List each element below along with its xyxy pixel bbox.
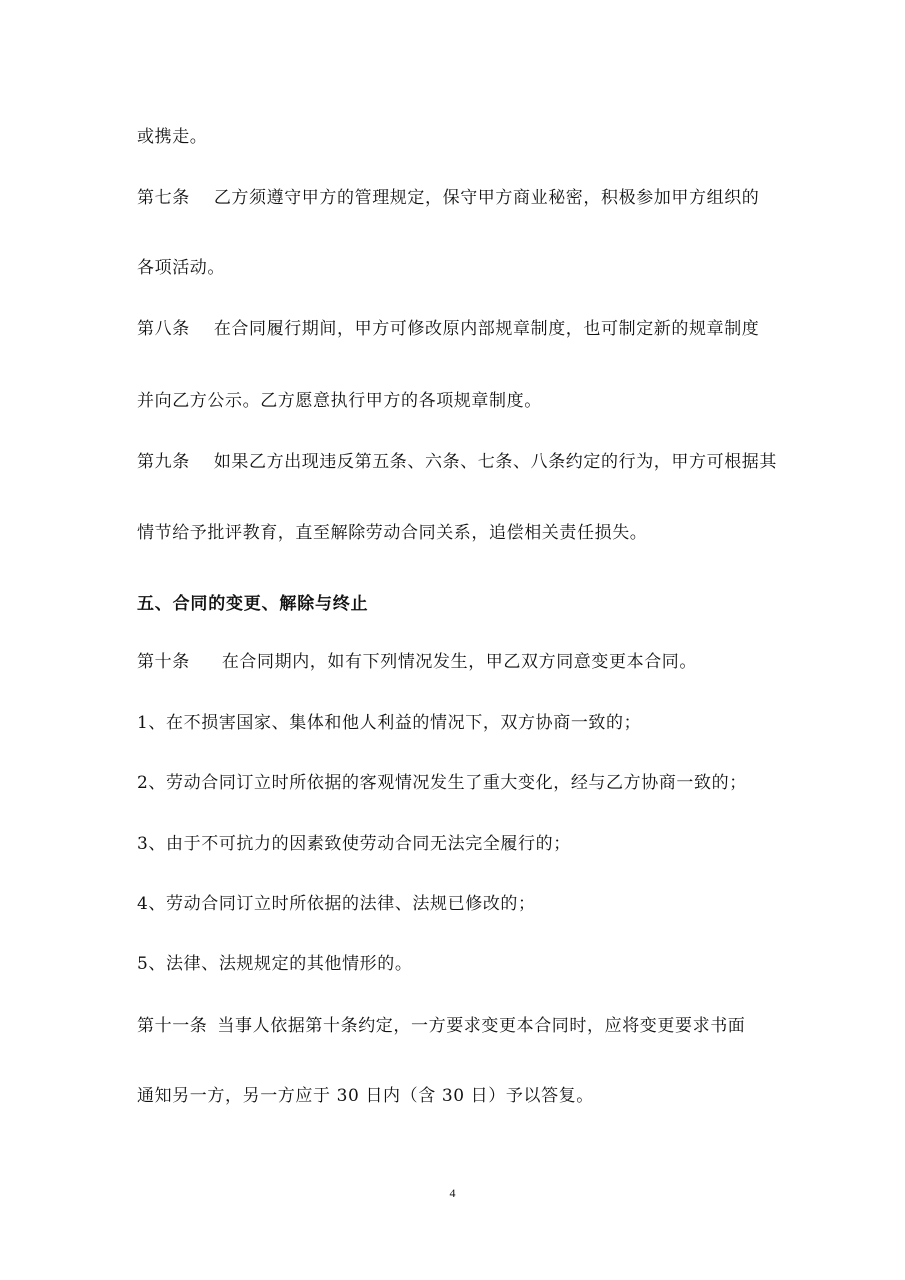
paragraph-text: 或携走。 — [137, 127, 208, 147]
text-line — [137, 1085, 594, 1107]
section-heading — [137, 593, 368, 615]
text-line — [137, 522, 647, 544]
article-text: 如果乙方出现违反第五条、六条、七条、八条约定的行为，甲方可根据其 — [213, 452, 778, 472]
text-line — [137, 126, 207, 148]
article-11-line — [137, 1015, 745, 1037]
article-text: 在合同履行期间，甲方可修改原内部规章制度，也可制定新的规章制度 — [213, 319, 760, 339]
article-10-line — [137, 651, 697, 673]
list-item-text: 5、法律、法规规定的其他情形的。 — [137, 954, 413, 974]
paragraph-text: 情节给予批评教育，直至解除劳动合同关系，追偿相关责任损失。 — [137, 523, 648, 543]
list-item — [137, 893, 536, 915]
list-item-text: 2、劳动合同订立时所依据的客观情况发生了重大变化，经与乙方协商一致的； — [137, 773, 747, 793]
list-item-text: 1、在不损害国家、集体和他人利益的情况下，双方协商一致的； — [137, 713, 642, 733]
text-line — [137, 257, 225, 279]
article-label: 第十条 — [137, 652, 190, 672]
paragraph-text: 各项活动。 — [137, 258, 225, 278]
list-item — [137, 953, 412, 975]
list-item-text: 3、由于不可抗力的因素致使劳动合同无法完全履行的； — [137, 834, 571, 854]
article-9-line — [137, 451, 777, 473]
article-text: 当事人依据第十条约定，一方要求变更本合同时，应将变更要求书面 — [217, 1016, 746, 1036]
article-label: 第十一条 — [137, 1016, 208, 1036]
paragraph-text: 通知另一方，另一方应于 30 日内（含 30 日）予以答复。 — [137, 1086, 594, 1106]
list-item — [137, 712, 641, 734]
article-label: 第九条 — [137, 452, 190, 472]
list-item-text: 4、劳动合同订立时所依据的法律、法规已修改的； — [137, 894, 536, 914]
page-number: 4 — [449, 1186, 456, 1200]
list-item — [137, 772, 747, 794]
article-8-line — [137, 318, 759, 340]
article-text: 乙方须遵守甲方的管理规定，保守甲方商业秘密，积极参加甲方组织的 — [213, 188, 760, 208]
section-heading-text: 五、合同的变更、解除与终止 — [137, 594, 369, 614]
article-7-line — [137, 187, 759, 209]
article-label: 第八条 — [137, 319, 190, 339]
list-item — [137, 833, 571, 855]
paragraph-text: 并向乙方公示。乙方愿意执行甲方的各项规章制度。 — [137, 391, 542, 411]
article-label: 第七条 — [137, 188, 190, 208]
article-text: 在合同期内，如有下列情况发生，甲乙双方同意变更本合同。 — [221, 652, 698, 672]
text-line — [137, 390, 542, 412]
